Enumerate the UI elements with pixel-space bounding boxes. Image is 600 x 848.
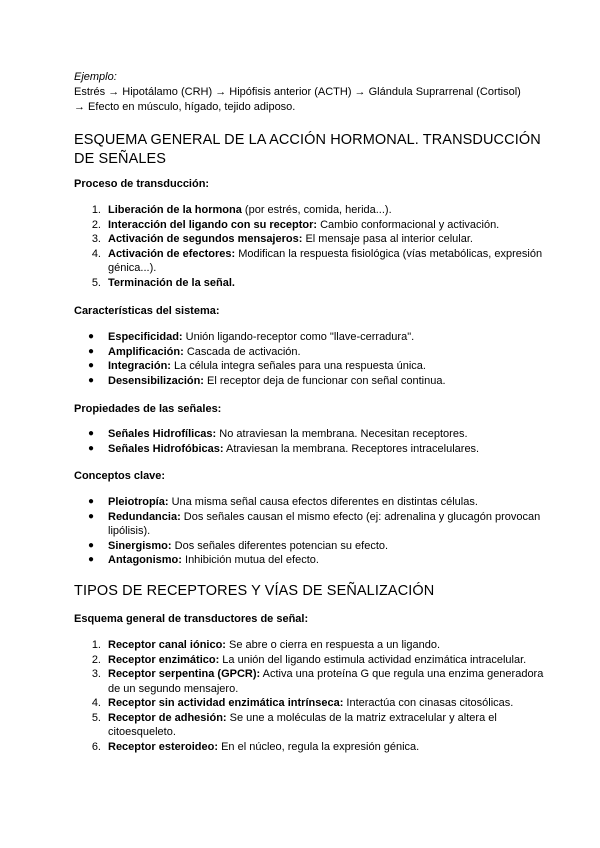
list-item — [74, 510, 544, 539]
item-term: Activación de segundos mensajeros: — [108, 233, 303, 245]
item-description: Inhibición mutua del efecto. — [181, 554, 319, 566]
bullet-icon: ● — [88, 428, 95, 439]
list-number: 2. — [91, 653, 101, 666]
item-term: Redundancia: — [108, 510, 181, 523]
item-description: La célula integra señales para una respuesta única. — [170, 360, 426, 372]
list-item — [74, 653, 544, 668]
item-description: En el núcleo, regula la expresión génica. — [218, 740, 420, 753]
bullet-icon: ● — [88, 374, 95, 386]
example-pathway-line: Estrés → Hipotálamo (CRH) → Hipófisis anterior (ACTH) → Glándula Suprarrenal (Cortisol) — [74, 86, 521, 98]
item-description: Se une a moléculas de la matriz extracelular y altera el citoesqueleto. — [108, 711, 497, 738]
list-item — [74, 218, 544, 233]
bullet-icon: ● — [88, 539, 95, 551]
list-conceptos — [74, 495, 544, 568]
list-number: 6. — [91, 740, 101, 753]
item-term: Activación de efectores: — [108, 247, 236, 260]
section-title-receptores: TIPOS DE RECEPTORES Y VÍAS DE SEÑALIZACIÓN — [74, 583, 435, 599]
list-number: 4. — [91, 697, 101, 709]
item-description: Una misma señal causa efectos diferentes en distintas células. — [168, 496, 478, 508]
list-item — [74, 442, 544, 457]
list-item — [74, 539, 544, 554]
bullet-icon: ● — [88, 496, 95, 507]
list-item — [74, 247, 544, 276]
item-term: Señales Hidrofóbicas: — [108, 442, 224, 455]
item-description: Unión ligando-receptor como "llave-cerradura". — [182, 331, 415, 343]
item-description: Atraviesan la membrana. Receptores intracelulares. — [223, 442, 480, 455]
list-item — [74, 667, 544, 696]
list-item — [74, 232, 544, 247]
item-description: Cascada de activación. — [183, 345, 301, 358]
list-number: 1. — [91, 204, 101, 216]
bullet-icon: ● — [88, 360, 95, 371]
list-caracteristicas — [74, 330, 544, 388]
item-term: Especificidad: — [108, 331, 183, 343]
item-term: Receptor esteroideo: — [108, 740, 219, 753]
list-item — [74, 276, 544, 291]
item-term: Desensibilización: — [108, 374, 204, 387]
item-description: Dos señales diferentes potencian su efecto. — [171, 539, 389, 552]
list-item — [74, 359, 544, 374]
item-description: No atraviesan la membrana. Necesitan receptores. — [216, 428, 468, 440]
bullet-icon: ● — [88, 554, 95, 565]
heading-esquema: Esquema general de transductores de señal: — [74, 613, 309, 625]
list-number: 2. — [91, 218, 101, 231]
list-number: 4. — [91, 247, 101, 260]
list-number: 3. — [91, 233, 101, 245]
item-term: Receptor de adhesión: — [108, 711, 227, 724]
item-description: (por estrés, comida, herida...). — [241, 204, 392, 216]
item-term: Antagonismo: — [108, 554, 182, 566]
list-proceso — [74, 203, 544, 290]
list-propiedades — [74, 427, 544, 456]
list-number: 3. — [91, 668, 101, 680]
item-description: El mensaje pasa al interior celular. — [302, 233, 473, 245]
list-item — [74, 495, 544, 510]
list-item — [74, 374, 544, 389]
list-item — [74, 553, 544, 568]
item-description: Modifican la respuesta fisiológica (vías metabólicas, expresión génica...). — [108, 247, 543, 274]
item-term: Liberación de la hormona — [108, 204, 242, 216]
item-description: Dos señales causan el mismo efecto (ej: adrenalina y glucagón provocan lipólisis). — [108, 510, 541, 537]
heading-conceptos: Conceptos clave: — [74, 470, 166, 482]
list-number: 5. — [91, 711, 101, 724]
list-item — [74, 330, 544, 345]
item-term: Receptor serpentina (GPCR): — [108, 668, 261, 680]
item-term: Integración: — [108, 360, 171, 372]
bullet-icon: ● — [88, 345, 95, 357]
heading-caracteristicas: Características del sistema: — [74, 305, 220, 317]
item-term: Pleiotropía: — [108, 496, 169, 508]
bullet-icon: ● — [88, 331, 95, 342]
item-term: Receptor sin actividad enzimática intrínseca: — [108, 697, 344, 709]
item-term: Receptor canal iónico: — [108, 639, 226, 651]
bullet-icon: ● — [88, 510, 95, 522]
section-title-accion-hormonal: ESQUEMA GENERAL DE LA ACCIÓN HORMONAL. TRANSDUCCIÓN DE SEÑALES — [74, 132, 541, 167]
list-item — [74, 711, 544, 740]
item-term: Amplificación: — [108, 345, 184, 358]
item-description: Cambio conformacional y activación. — [317, 218, 500, 231]
item-description: La unión del ligando estimula actividad enzimática intracelular. — [219, 653, 527, 666]
bullet-icon: ● — [88, 442, 95, 454]
item-term: Señales Hidrofílicas: — [108, 428, 217, 440]
item-term: Sinergismo: — [108, 539, 172, 552]
example-label: Ejemplo: — [74, 71, 117, 83]
item-description: Activa una proteína G que regula una enzima generadora de un segundo mensajero. — [108, 668, 544, 695]
item-term: Terminación de la señal. — [108, 276, 235, 289]
list-item — [74, 638, 544, 653]
example-effect-line: → Efecto en músculo, hígado, tejido adiposo. — [74, 101, 296, 113]
list-item — [74, 203, 544, 218]
heading-propiedades: Propiedades de las señales: — [74, 403, 222, 415]
list-item — [74, 696, 544, 711]
item-term: Receptor enzimático: — [108, 653, 220, 666]
item-term: Interacción del ligando con su receptor: — [108, 218, 318, 231]
list-number: 1. — [91, 639, 101, 651]
list-item — [74, 427, 544, 442]
heading-proceso: Proceso de transducción: — [74, 178, 210, 190]
item-description: Se abre o cierra en respuesta a un ligando. — [225, 639, 441, 651]
list-item — [74, 345, 544, 360]
list-number: 5. — [91, 276, 101, 289]
list-esquema — [74, 638, 544, 754]
item-description: Interactúa con cinasas citosólicas. — [343, 697, 514, 709]
item-description: El receptor deja de funcionar con señal continua. — [203, 374, 446, 387]
list-item — [74, 740, 544, 755]
